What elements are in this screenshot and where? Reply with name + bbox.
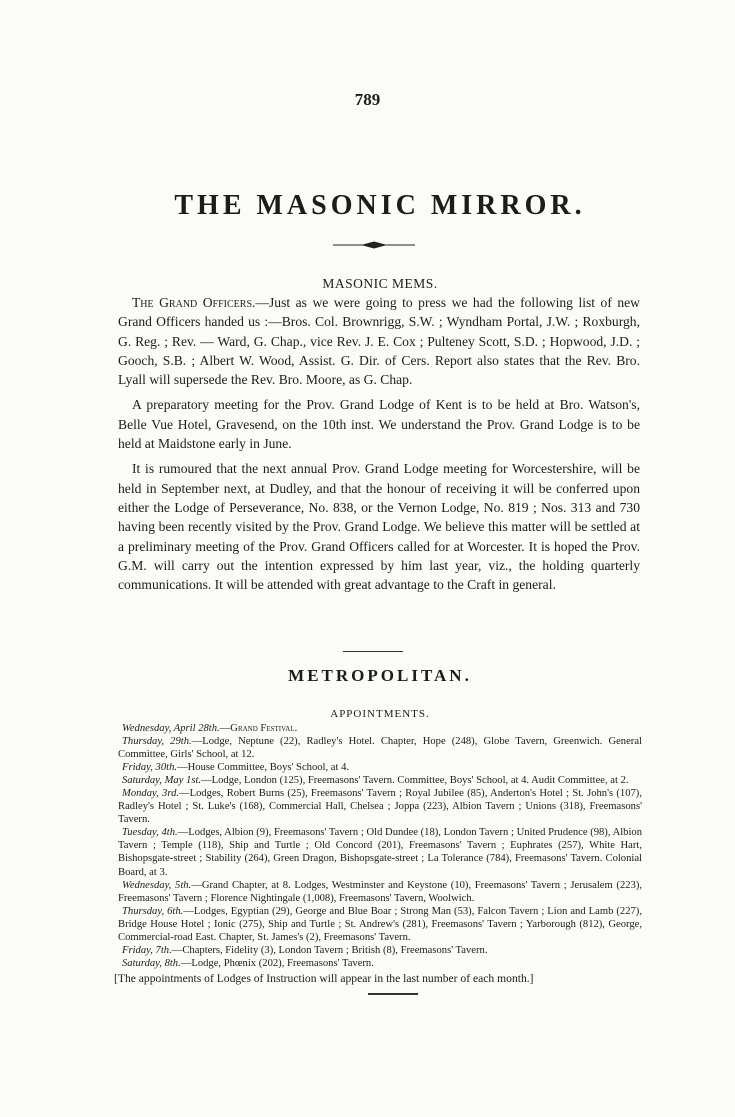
ornament-divider-icon (333, 240, 415, 250)
journal-title: THE MASONIC MIRROR. (174, 190, 586, 221)
section-rule (343, 651, 403, 652)
appointments-footnote: [The appointments of Lodges of Instruction will appear in the last number of each month.] (114, 972, 534, 985)
appointment-day: Wednesday, 5th. (122, 879, 192, 891)
appointment-day: Tuesday, 4th. (122, 827, 178, 839)
mems-paragraph (118, 459, 640, 594)
appointment-text: —Chapters, Fidelity (3), London Tavern ; British (8), Freemasons' Tavern. (171, 944, 488, 956)
paragraph-lead: The Grand Officers. (132, 295, 256, 310)
closing-rule (368, 993, 418, 995)
mems-paragraph (118, 395, 640, 453)
appointment-day: Wednesday, April 28th. (122, 723, 220, 734)
appointments-title: APPOINTMENTS. (330, 708, 430, 720)
appointments-list (118, 722, 642, 970)
paragraph-text: It is rumoured that the next annual Prov. Grand Lodge meeting for Worcestershire, will be held in September next, at Dudley, and that the honour of receiving it will be conferred upon either the Lodge of Perseverance, No. 838, or the Vernon Lodge, No. 819 ; Nos. 313 and 730 having been recently visited by the Prov. Grand Lodge. We believe this matter will be settled at a preliminary meeting of the Prov. Grand Officers called for at Worcester. It is hoped the Prov. G.M. will carry out the intention expressed by him last year, viz., the holding quarterly communications. It will be attended with great advantage to the Craft in general. (118, 461, 640, 593)
appointment-day: Saturday, May 1st. (122, 775, 202, 787)
section-title-metropolitan: METROPOLITAN. (288, 666, 472, 685)
appointment-day: Thursday, 29th. (122, 736, 192, 748)
section-title-mems: MASONIC MEMS. (322, 276, 438, 291)
appointment-text: —Lodges, Robert Burns (25), Freemasons' Tavern ; Royal Jubilee (85), Anderton's Hotel ; St. John's (107), Radley's Hotel ; St. Luke's (168), Commercial Hall, Chelsea ; Joppa (223), Albion Tavern ; Unions (318), Freemasons' Tavern. (118, 788, 642, 826)
paragraph-text: —Just as we were going to press we had the following list of new Grand Officers handed us :—Bros. Col. Brownrigg, S.W. ; Wyndham Portal, J.W. ; Roxburgh, G. Reg. ; Rev. — Ward, G. Chap., vice Rev. J. E. Cox ; Pulteney Scott, S.D. ; Hopwood, J.D. ; Gooch, S.B. ; Albert W. Wood, Assist. G. Dir. of Cers. Report also states that the Rev. Bro. Lyall will supersede the Rev. Bro. Moore, as G. Chap. (118, 295, 640, 388)
paragraph-text: A preparatory meeting for the Prov. Grand Lodge of Kent is to be held at Bro. Watson's, Belle Vue Hotel, Gravesend, on the 10th inst. We understand the Prov. Grand Lodge is to be held at Maidstone early in June. (118, 397, 640, 452)
appointment-entry (118, 944, 642, 957)
appointment-day: Thursday, 6th. (122, 905, 184, 917)
appointment-entry (118, 787, 642, 826)
appointment-text: —Lodge, London (125), Freemasons' Tavern. Committee, Boys' School, at 4. Audit Committee, at 2. (201, 775, 629, 787)
appointment-text: —Grand Chapter, at 8. Lodges, Westminster and Keystone (10), Freemasons' Tavern ; Jerusalem (223), Freemasons' Tavern ; Florence Nightingale (1,008), Freemasons' Tavern, Woolwich. (118, 879, 643, 904)
appointment-entry (118, 826, 642, 878)
appointment-entry (118, 774, 642, 787)
page-number: 789 (354, 90, 381, 109)
appointment-day: Friday, 7th. (122, 944, 172, 956)
appointment-text: —Lodge, Neptune (22), Radley's Hotel. Chapter, Hope (248), Globe Tavern, Greenwich. General Committee, Girls' School, at 12. (118, 736, 642, 761)
appointment-day: Saturday, 8th. (122, 957, 181, 969)
appointment-entry (118, 957, 642, 970)
appointment-text: —Lodge, Phœnix (202), Freemasons' Tavern. (180, 957, 374, 969)
appointment-day: Friday, 30th. (122, 762, 178, 774)
appointment-entry (118, 905, 642, 944)
appointment-text: —House Committee, Boys' School, at 4. (177, 762, 350, 774)
mems-paragraph (118, 293, 640, 389)
appointment-entry (118, 735, 642, 761)
appointment-entry (118, 879, 642, 905)
mems-body (118, 293, 640, 600)
appointment-text: —Grand Festival. (219, 723, 298, 734)
appointment-text: —Lodges, Albion (9), Freemasons' Tavern ; Old Dundee (18), London Tavern ; United Prudence (98), Albion Tavern ; Temple (118), Ship and Turtle ; Old Concord (201), Freemasons' Tavern ; Euphrates (257), White Hart, Bishopsgate-street ; Stability (264), Green Dragon, Bishopsgate-street ; La Tolerance (784), Freemasons' Tavern. Colonial Board, at 3. (118, 827, 643, 878)
appointment-entry (118, 722, 642, 735)
appointment-text: —Lodges, Egyptian (29), George and Blue Boar ; Strong Man (53), Falcon Tavern ; Lion and Lamb (227), Bridge House Hotel ; Ionic (275), Ship and Turtle ; St. Andrew's (281), Freemasons' Tavern ; Yarborough (812), George, Commercial-road East. Chapter, St. James's (2), Freemasons' Tavern. (118, 905, 642, 943)
appointment-entry (118, 761, 642, 774)
appointment-day: Monday, 3rd. (122, 788, 180, 800)
